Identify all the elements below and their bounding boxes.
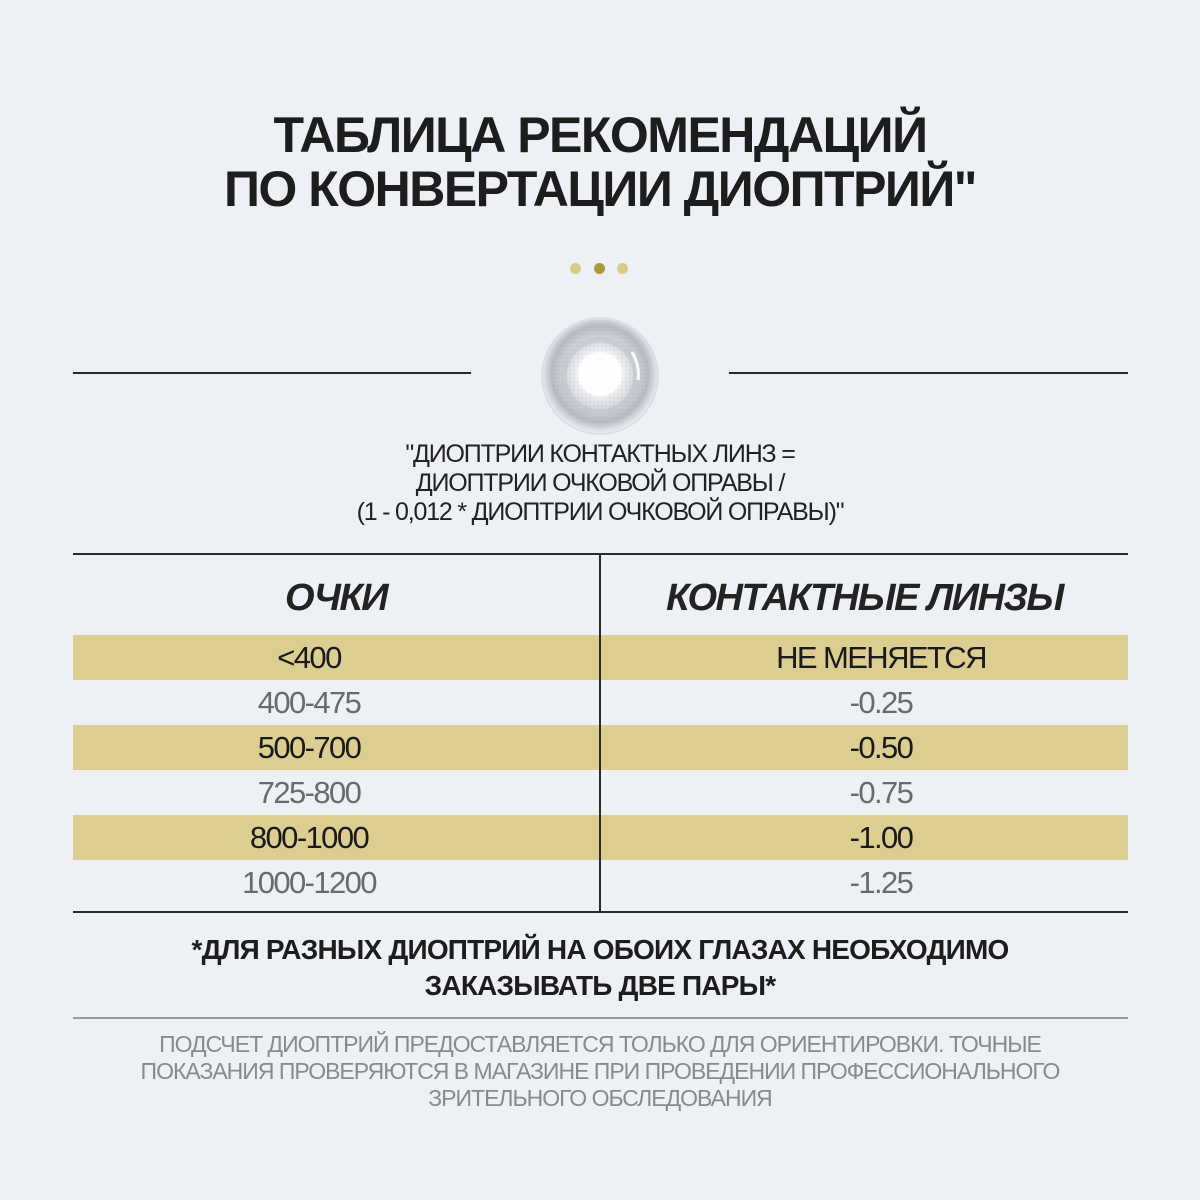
cell-lenses: -0.50 [849,730,913,765]
disclaimer-text [0,1031,1200,1112]
dot-2 [594,263,605,274]
title-line-1: ТАБЛИЦА РЕКОМЕНДАЦИЙ [273,107,927,163]
cell-glasses: 725-800 [257,775,361,810]
cell-lenses: НЕ МЕНЯЕТСЯ [776,640,986,675]
note-line-1: *ДЛЯ РАЗНЫХ ДИОПТРИЙ НА ОБОИХ ГЛАЗАХ НЕОБХОДИМО [191,934,1009,965]
cell-glasses: 800-1000 [249,820,369,855]
formula-line-3: (1 - 0,012 * ДИОПТРИИ ОЧКОВОЙ ОПРАВЫ)" [356,498,844,526]
disclaimer-divider [73,1017,1128,1019]
pagination-dots [570,263,630,275]
cell-lenses: -1.00 [849,820,913,855]
formula-text [0,440,1200,527]
cell-glasses: 500-700 [257,730,361,765]
page-title [0,108,1200,216]
column-divider [599,555,601,911]
header-contact-lenses: КОНТАКТНЫЕ ЛИНЗЫ [666,577,1063,619]
title-line-2: ПО КОНВЕРТАЦИИ ДИОПТРИЙ" [223,161,977,217]
cell-lenses: -0.75 [849,775,913,810]
note-line-2: ЗАКАЗЫВАТЬ ДВЕ ПАРЫ* [424,970,776,1001]
dot-1 [570,263,581,274]
cell-glasses: 400-475 [257,685,361,720]
formula-line-2: ДИОПТРИИ ОЧКОВОЙ ОПРАВЫ / [415,469,785,497]
divider-left [73,372,471,374]
cell-glasses: <400 [277,640,341,675]
disclaimer-line-1: ПОДСЧЕТ ДИОПТРИЙ ПРЕДОСТАВЛЯЕТСЯ ТОЛЬКО ДЛЯ ОРИЕНТИРОВКИ. ТОЧНЫЕ [159,1031,1041,1057]
header-glasses: ОЧКИ [284,577,388,619]
conversion-table [73,553,1128,913]
cell-lenses: -1.25 [849,865,913,900]
disclaimer-line-2: ПОКАЗАНИЯ ПРОВЕРЯЮТСЯ В МАГАЗИНЕ ПРИ ПРОВЕДЕНИИ ПРОФЕССИОНАЛЬНОГО [140,1058,1060,1084]
cell-glasses: 1000-1200 [242,865,376,900]
dot-3 [617,263,628,274]
order-note [0,932,1200,1004]
formula-line-1: "ДИОПТРИИ КОНТАКТНЫХ ЛИНЗ = [405,440,795,468]
divider-right [729,372,1128,374]
cell-lenses: -0.25 [849,685,913,720]
contact-lens-icon [540,316,660,436]
disclaimer-line-3: ЗРИТЕЛЬНОГО ОБСЛЕДОВАНИЯ [428,1085,772,1111]
